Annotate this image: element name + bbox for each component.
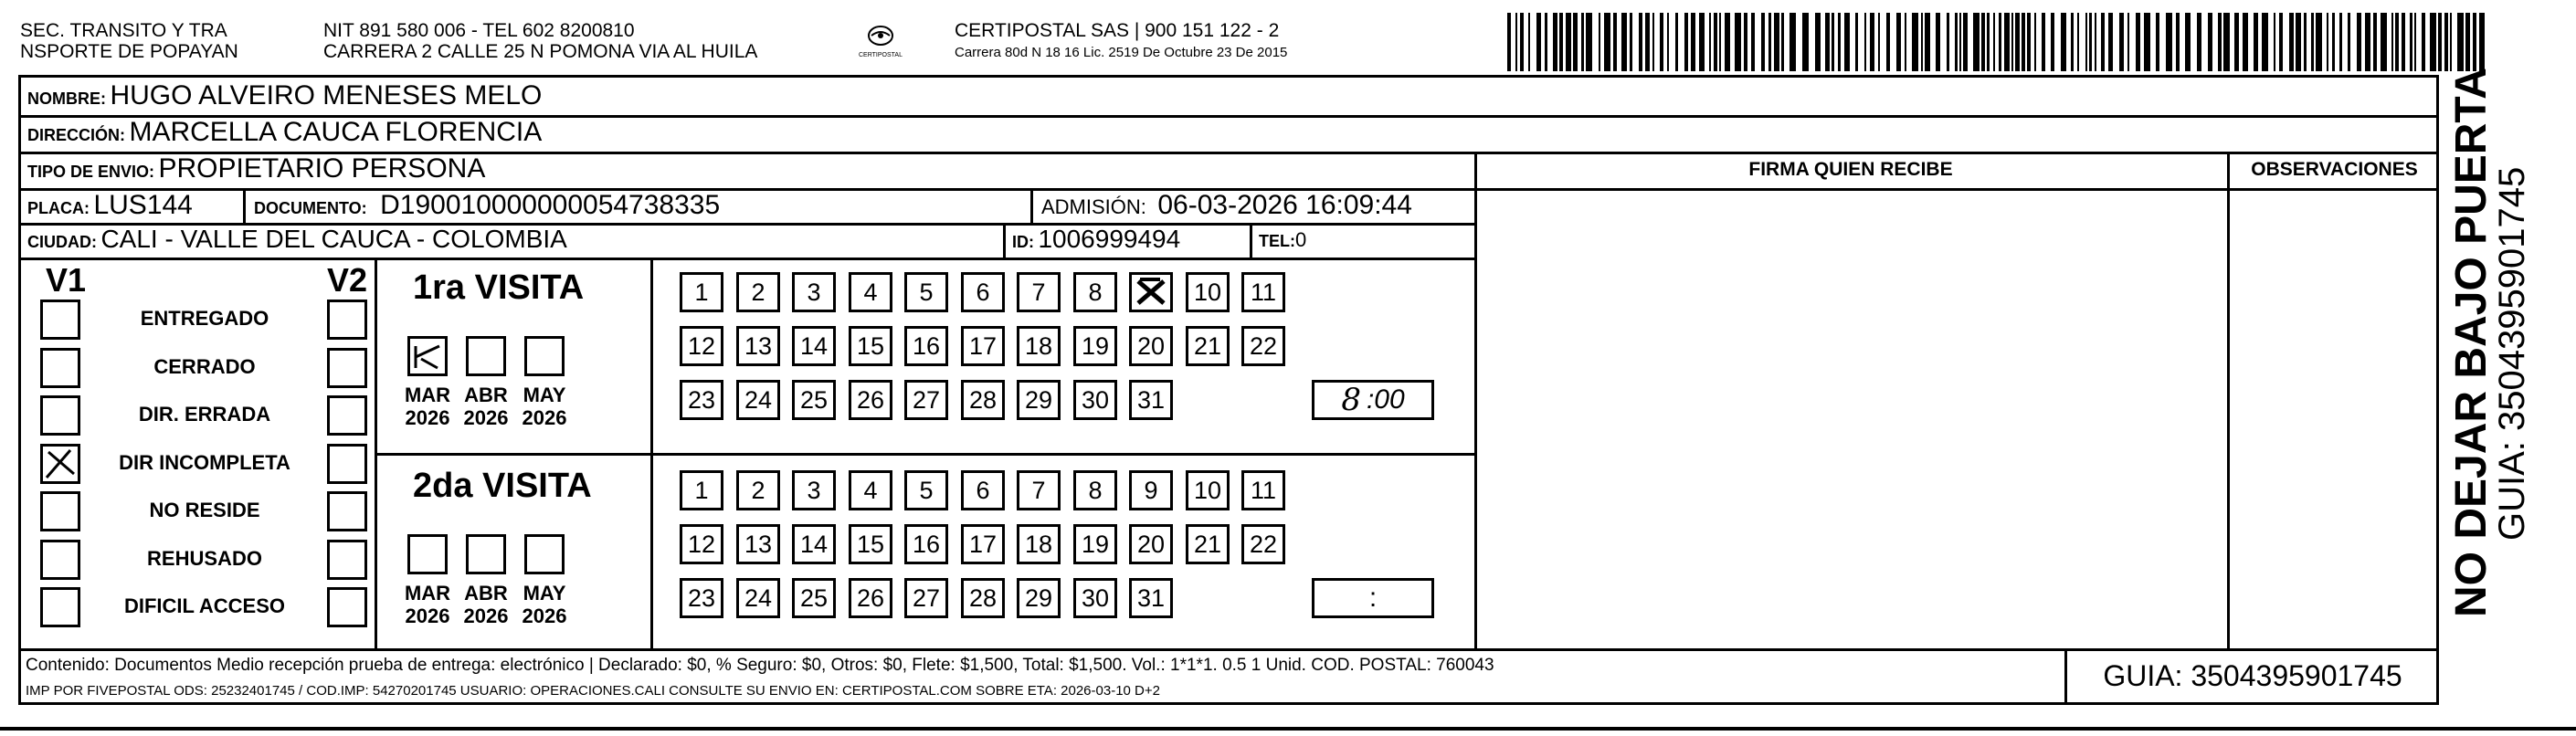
barcode-bar	[1963, 13, 1968, 71]
barcode-bar	[2327, 13, 2328, 71]
print-info: IMP POR FIVEPOSTAL ODS: 25232401745 / COD.IMP: 54270201745 USUARIO: OPERACIONES.CALI CONSULTE SU ENVIO EN: CERTIPOSTAL.COM SOBRE ETA: 2026-03-10 D+2	[26, 683, 1160, 699]
day-box[interactable]: 4	[849, 470, 892, 510]
day-box[interactable]: 28	[961, 380, 1005, 420]
barcode-bar	[2262, 13, 2268, 71]
barcode-bar	[1981, 13, 1985, 71]
barcode-bar	[1959, 13, 1961, 71]
v1-checkbox[interactable]	[40, 395, 80, 436]
barcode-bar	[1761, 13, 1765, 71]
barcode-bar	[2339, 13, 2342, 71]
barcode-bar	[1684, 13, 1688, 71]
barcode-bar	[1802, 13, 1809, 71]
v2-checkbox[interactable]	[327, 395, 367, 436]
company-name: SEC. TRANSITO Y TRA NSPORTE DE POPAYAN	[20, 20, 238, 62]
day-box[interactable]: 26	[849, 380, 892, 420]
barcode-bar	[1507, 13, 1511, 71]
v2-checkbox[interactable]	[327, 491, 367, 531]
day-box[interactable]: 7	[1017, 272, 1061, 312]
barcode-bar	[1714, 13, 1717, 71]
barcode-bar	[1725, 13, 1730, 71]
barcode-bar	[1604, 13, 1610, 71]
barcode-bar	[1630, 13, 1632, 71]
day-box[interactable]: 10	[1186, 272, 1230, 312]
delivery-option-label: NO RESIDE	[149, 499, 260, 521]
day-box[interactable]: 22	[1241, 326, 1285, 366]
day-box[interactable]: 13	[736, 524, 780, 564]
day-box[interactable]: 20	[1129, 524, 1173, 564]
barcode-bar	[1639, 13, 1642, 71]
month-checkbox[interactable]	[407, 534, 448, 574]
day-box[interactable]: 27	[904, 380, 948, 420]
barcode-bar	[2101, 13, 2105, 71]
day-box[interactable]: 2	[736, 272, 780, 312]
day-box[interactable]: 6	[961, 272, 1005, 312]
shipment-type: TIPO DE ENVIO: PROPIETARIO PERSONA	[27, 153, 486, 184]
day-box[interactable]: 20	[1129, 326, 1173, 366]
barcode-bar	[2365, 13, 2370, 71]
barcode	[1507, 13, 2492, 71]
barcode-bar	[2438, 13, 2442, 71]
day-box[interactable]: 18	[1017, 524, 1061, 564]
barcode-bar	[1675, 13, 1678, 71]
barcode-bar	[1691, 13, 1695, 71]
day-box[interactable]: 2	[736, 470, 780, 510]
barcode-bar	[2085, 13, 2087, 71]
barcode-bar	[1825, 13, 1830, 71]
day-box[interactable]: 4	[849, 272, 892, 312]
barcode-bar	[1586, 13, 1592, 71]
barcode-bar	[2274, 13, 2275, 71]
delivery-option-label: DIFICIL ACCESO	[123, 594, 285, 617]
barcode-bar	[2166, 13, 2172, 71]
barcode-bar	[1553, 13, 1557, 71]
signature-label: FIRMA QUIEN RECIBE	[1748, 159, 1953, 180]
day-box[interactable]: 29	[1017, 578, 1061, 618]
barcode-bar	[1520, 13, 1524, 71]
month-label: ABR 2026	[463, 582, 509, 627]
day-box[interactable]: 15	[849, 524, 892, 564]
day-box[interactable]: 5	[904, 470, 948, 510]
barcode-bar	[2450, 13, 2452, 71]
barcode-bar	[1912, 13, 1918, 71]
barcode-bar	[2156, 13, 2159, 71]
day-box[interactable]: 1	[680, 272, 723, 312]
company-contact: NIT 891 580 006 - TEL 602 8200810 CARRERA 2 CALLE 25 N POMONA VIA AL HUILA	[323, 20, 758, 62]
barcode-bar	[1515, 13, 1517, 71]
barcode-bar	[2218, 13, 2222, 71]
barcode-bar	[2254, 13, 2258, 71]
day-box[interactable]: 30	[1073, 578, 1117, 618]
barcode-bar	[1667, 13, 1669, 71]
delivery-option-label: REHUSADO	[147, 547, 262, 570]
barcode-bar	[1645, 13, 1650, 71]
footer-guide-number: GUIA: 3504395901745	[2103, 659, 2402, 692]
barcode-bar	[2197, 13, 2201, 71]
barcode-bar	[2414, 13, 2416, 71]
day-box[interactable]: 15	[849, 326, 892, 366]
day-box[interactable]: 8	[1073, 470, 1117, 510]
visit-time-box[interactable]: :	[1312, 578, 1434, 618]
barcode-bar	[2473, 13, 2476, 71]
barcode-bar	[1905, 13, 1906, 71]
v2-checkbox[interactable]	[327, 444, 367, 484]
barcode-bar	[2034, 13, 2036, 71]
barcode-bar	[2373, 13, 2377, 71]
visit-title: 2da VISITA	[413, 467, 592, 505]
day-box[interactable]: 24	[736, 380, 780, 420]
barcode-bar	[1936, 13, 1940, 71]
barcode-bar	[2296, 13, 2301, 71]
contents-summary: Contenido: Documentos Medio recepción prueba de entrega: electrónico | Declarado: $0, % Seguro: $0, Otros: $0, Flete: $1,500, Total: $1,500. Vol.: 1*1*1. 0.5 1 Unid. COD. POSTAL: 760043	[26, 656, 1494, 675]
day-box[interactable]: 5	[904, 272, 948, 312]
barcode-bar	[2089, 13, 2092, 71]
v1-checkbox[interactable]	[40, 444, 80, 484]
barcode-bar	[1709, 13, 1711, 71]
day-box[interactable]: 31	[1129, 578, 1173, 618]
day-box[interactable]: 17	[961, 326, 1005, 366]
day-box[interactable]: 3	[792, 470, 836, 510]
barcode-bar	[1573, 13, 1578, 71]
day-box[interactable]: 17	[961, 524, 1005, 564]
day-box[interactable]: 25	[792, 578, 836, 618]
barcode-bar	[1864, 13, 1866, 71]
barcode-bar	[1896, 13, 1901, 71]
delivery-option-label: ENTREGADO	[140, 307, 269, 330]
barcode-bar	[2027, 13, 2031, 71]
barcode-bar	[1878, 13, 1880, 71]
barcode-bar	[2348, 13, 2350, 71]
recipient-phone: TEL:0	[1259, 228, 1307, 251]
barcode-bar	[1660, 13, 1663, 71]
barcode-bar	[2430, 13, 2436, 71]
delivery-option-label: DIR. ERRADA	[138, 403, 271, 426]
courier-info: CERTIPOSTAL SAS | 900 151 122 - 2 Carrera 80d N 18 16 Lic. 2519 De Octubre 23 De 2015	[955, 20, 1288, 60]
barcode-bar	[1955, 13, 1958, 71]
v1-checkbox[interactable]	[40, 300, 80, 340]
barcode-bar	[2185, 13, 2191, 71]
barcode-bar	[2077, 13, 2079, 71]
barcode-bar	[1613, 13, 1617, 71]
barcode-bar	[2444, 13, 2448, 71]
barcode-bar	[1973, 13, 1980, 71]
barcode-bar	[2465, 13, 2470, 71]
barcode-bar	[1768, 13, 1771, 71]
city: CIUDAD: CALI - VALLE DEL CAUCA - COLOMBIA	[27, 225, 567, 253]
barcode-bar	[2395, 13, 2399, 71]
barcode-bar	[1699, 13, 1705, 71]
barcode-bar	[2011, 13, 2013, 71]
barcode-bar	[1947, 13, 1949, 71]
visit-title: 1ra VISITA	[413, 268, 585, 307]
barcode-bar	[1855, 13, 1858, 71]
barcode-bar	[2119, 13, 2124, 71]
v1-label: V1	[46, 261, 87, 299]
month-label: MAY 2026	[522, 582, 567, 627]
barcode-bar	[2479, 13, 2485, 71]
barcode-bar	[1774, 13, 1779, 71]
plate: PLACA: LUS144	[27, 190, 193, 220]
barcode-bar	[1735, 13, 1741, 71]
barcode-bar	[1652, 13, 1654, 71]
day-box[interactable]: 16	[904, 326, 948, 366]
v2-checkbox[interactable]	[327, 300, 367, 340]
svg-text:CERTIPOSTAL: CERTIPOSTAL	[859, 52, 903, 58]
barcode-bar	[1581, 13, 1584, 71]
day-box[interactable]: 22	[1241, 524, 1285, 564]
barcode-bar	[1844, 13, 1850, 71]
day-box[interactable]: 16	[904, 524, 948, 564]
barcode-bar	[2357, 13, 2361, 71]
barcode-bar	[1536, 13, 1541, 71]
barcode-bar	[2223, 13, 2230, 71]
day-box[interactable]: 6	[961, 470, 1005, 510]
month-label: MAR 2026	[404, 384, 451, 429]
day-box[interactable]: 21	[1186, 524, 1230, 564]
barcode-bar	[2095, 13, 2096, 71]
barcode-bar	[2127, 13, 2129, 71]
month-checkbox[interactable]	[524, 336, 565, 376]
day-box[interactable]: 19	[1073, 524, 1117, 564]
day-box[interactable]: 3	[792, 272, 836, 312]
barcode-bar	[1719, 13, 1721, 71]
recipient-address: DIRECCIÓN: MARCELLA CAUCA FLORENCIA	[27, 117, 543, 147]
barcode-bar	[1815, 13, 1821, 71]
barcode-bar	[2234, 13, 2239, 71]
barcode-bar	[2051, 13, 2054, 71]
v2-checkbox[interactable]	[327, 348, 367, 388]
month-checkbox[interactable]	[466, 534, 506, 574]
barcode-bar	[2402, 13, 2405, 71]
delivery-option-label: CERRADO	[153, 355, 256, 378]
barcode-bar	[1789, 13, 1796, 71]
barcode-bar	[2004, 13, 2010, 71]
barcode-bar	[1838, 13, 1841, 71]
barcode-bar	[1999, 13, 2001, 71]
day-box[interactable]: 26	[849, 578, 892, 618]
document: DOCUMENTO: D190010000000054738335	[254, 190, 721, 220]
day-box[interactable]: 18	[1017, 326, 1061, 366]
delivery-option-label: DIR INCOMPLETA	[119, 451, 290, 474]
v2-checkbox[interactable]	[327, 587, 367, 627]
barcode-bar	[2457, 13, 2464, 71]
day-box[interactable]: 28	[961, 578, 1005, 618]
v2-checkbox[interactable]	[327, 540, 367, 580]
recipient-name: NOMBRE: HUGO ALVEIRO MENESES MELO	[27, 80, 543, 110]
day-box[interactable]: 31	[1129, 380, 1173, 420]
day-box[interactable]: 12	[680, 326, 723, 366]
day-box[interactable]: 25	[792, 380, 836, 420]
day-box[interactable]: 30	[1073, 380, 1117, 420]
barcode-bar	[1781, 13, 1784, 71]
day-box[interactable]	[1129, 272, 1173, 312]
day-box[interactable]: 11	[1241, 272, 1285, 312]
day-box[interactable]: 29	[1017, 380, 1061, 420]
v1-checkbox[interactable]	[40, 540, 80, 580]
barcode-bar	[1621, 13, 1627, 71]
barcode-bar	[1886, 13, 1890, 71]
month-label: MAR 2026	[404, 582, 451, 627]
day-box[interactable]: 8	[1073, 272, 1117, 312]
day-box[interactable]: 9	[1129, 470, 1173, 510]
barcode-bar	[2042, 13, 2045, 71]
barcode-bar	[2422, 13, 2425, 71]
day-box[interactable]: 12	[680, 524, 723, 564]
day-box[interactable]: 24	[736, 578, 780, 618]
barcode-bar	[2311, 13, 2314, 71]
barcode-bar	[1566, 13, 1571, 71]
month-label: ABR 2026	[463, 384, 509, 429]
barcode-bar	[1925, 13, 1930, 71]
barcode-bar	[2332, 13, 2335, 71]
day-box[interactable]: 14	[792, 326, 836, 366]
recipient-id: ID: 1006999494	[1012, 225, 1181, 253]
barcode-bar	[1987, 13, 1990, 71]
barcode-bar	[1599, 13, 1600, 71]
v2-label: V2	[327, 261, 368, 299]
day-box[interactable]: 27	[904, 578, 948, 618]
v1-checkbox[interactable]	[40, 348, 80, 388]
barcode-bar	[2144, 13, 2150, 71]
barcode-bar	[2391, 13, 2393, 71]
barcode-bar	[1744, 13, 1747, 71]
month-checkbox[interactable]	[407, 336, 448, 376]
day-box[interactable]: 23	[680, 380, 723, 420]
barcode-bar	[2381, 13, 2387, 71]
barcode-bar	[1559, 13, 1563, 71]
barcode-bar	[1993, 13, 1995, 71]
day-box[interactable]: 19	[1073, 326, 1117, 366]
month-label: MAY 2026	[522, 384, 567, 429]
barcode-bar	[2243, 13, 2248, 71]
barcode-bar	[1751, 13, 1755, 71]
certipostal-logo-icon	[859, 20, 903, 60]
day-box[interactable]: 13	[736, 326, 780, 366]
barcode-bar	[2304, 13, 2307, 71]
day-box[interactable]: 7	[1017, 470, 1061, 510]
barcode-bar	[2289, 13, 2294, 71]
barcode-bar	[1545, 13, 1547, 71]
barcode-bar	[2410, 13, 2412, 71]
day-box[interactable]: 10	[1186, 470, 1230, 510]
barcode-bar	[2316, 13, 2322, 71]
month-checkbox[interactable]	[466, 336, 506, 376]
barcode-bar	[2136, 13, 2140, 71]
observations-label: OBSERVACIONES	[2251, 159, 2418, 180]
month-checkbox[interactable]	[524, 534, 565, 574]
admission-date: ADMISIÓN: 06-03-2026 16:09:44	[1041, 190, 1412, 220]
barcode-bar	[1870, 13, 1874, 71]
barcode-bar	[2015, 13, 2020, 71]
v1-checkbox[interactable]	[40, 491, 80, 531]
day-box[interactable]: 23	[680, 578, 723, 618]
barcode-bar	[1528, 13, 1530, 71]
barcode-bar	[2279, 13, 2283, 71]
v1-checkbox[interactable]	[40, 587, 80, 627]
barcode-bar	[1832, 13, 1834, 71]
day-box[interactable]: 21	[1186, 326, 1230, 366]
barcode-bar	[1921, 13, 1923, 71]
side-guide-number: GUIA: 3504395901745	[2492, 166, 2532, 541]
barcode-bar	[2208, 13, 2212, 71]
day-box[interactable]: 1	[680, 470, 723, 510]
no-leave-under-door-warning: NO DEJAR BAJO PUERTA	[2447, 68, 2496, 617]
barcode-bar	[2108, 13, 2113, 71]
visit-time-box[interactable]: 8 :00	[1312, 380, 1434, 420]
barcode-bar	[2022, 13, 2025, 71]
barcode-bar	[2061, 13, 2066, 71]
barcode-bar	[2176, 13, 2180, 71]
day-box[interactable]: 14	[792, 524, 836, 564]
barcode-bar	[2071, 13, 2074, 71]
day-box[interactable]: 11	[1241, 470, 1285, 510]
